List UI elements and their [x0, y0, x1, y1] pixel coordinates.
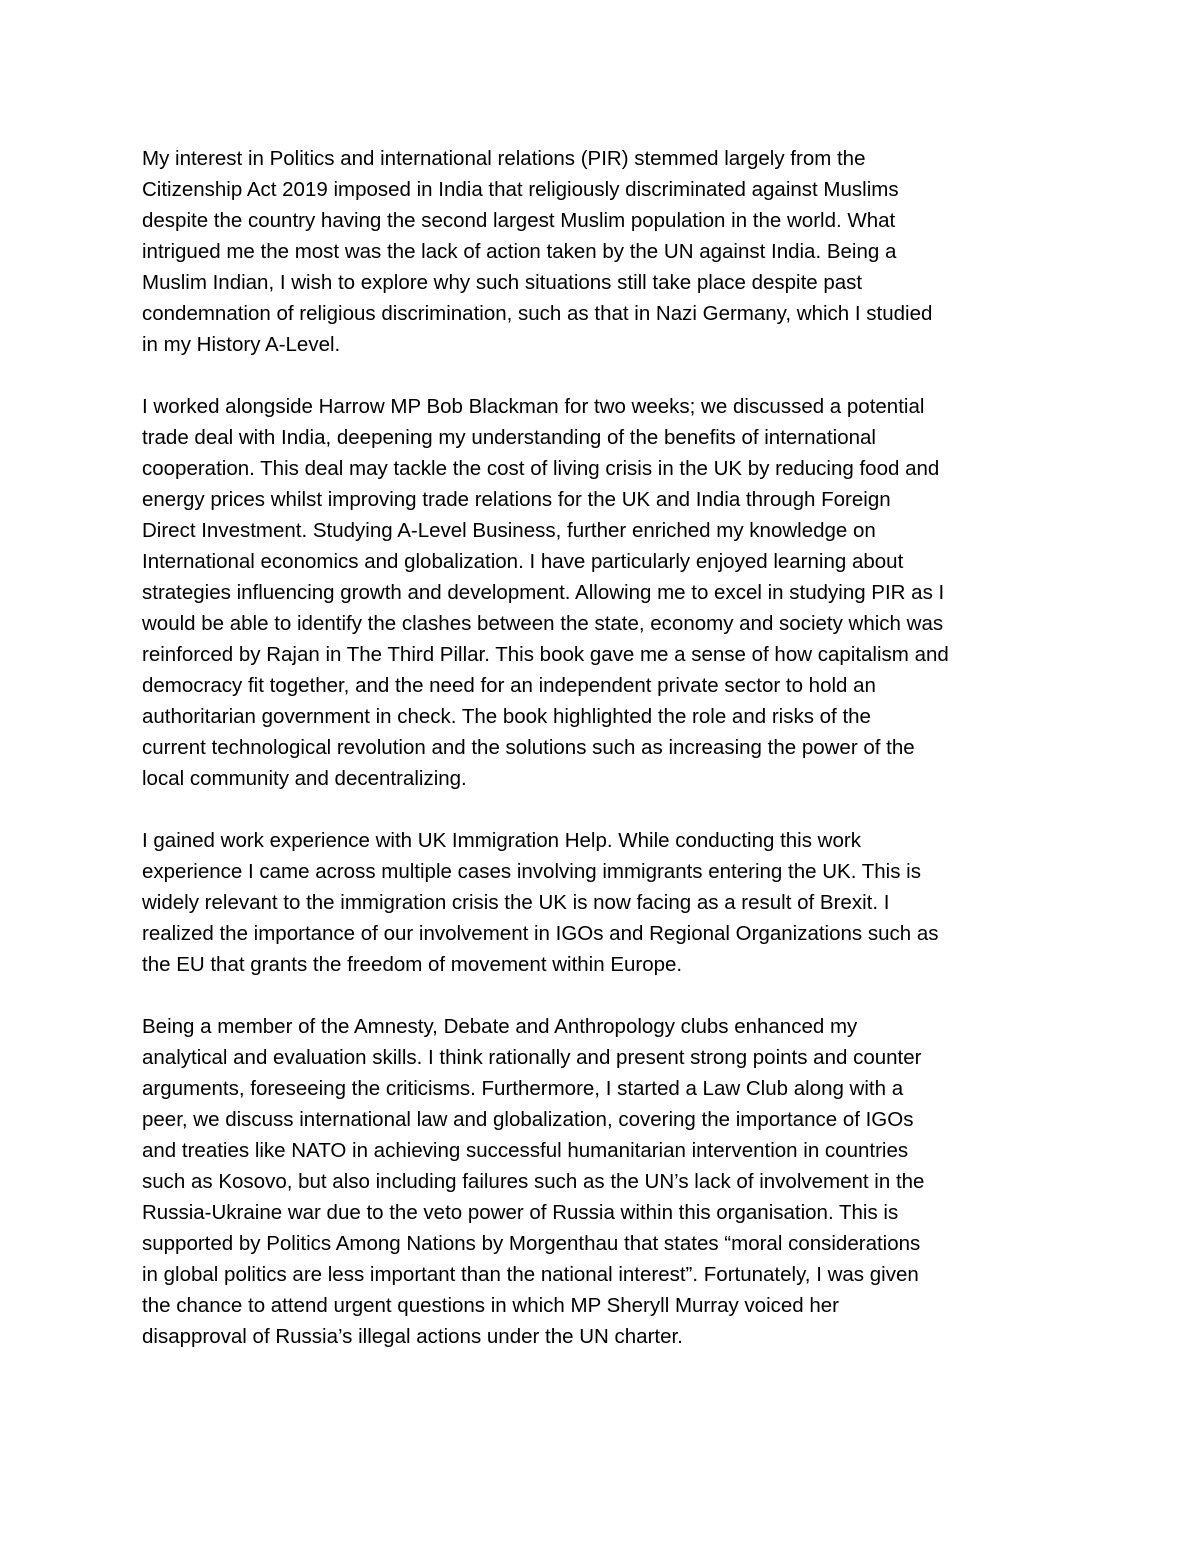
text-line: authoritarian government in check. The book highlighted the role and risks of the — [142, 705, 871, 728]
text-line: I gained work experience with UK Immigration Help. While conducting this work — [142, 829, 861, 852]
text-line: analytical and evaluation skills. I think rationally and present strong points and counter — [142, 1046, 922, 1069]
text-line: supported by Politics Among Nations by Morgenthau that states “moral considerations — [142, 1232, 921, 1255]
text-line: Russia-Ukraine war due to the veto power of Russia within this organisation. This is — [142, 1201, 899, 1224]
text-line: and treaties like NATO in achieving successful humanitarian intervention in countries — [142, 1139, 909, 1162]
text-line: widely relevant to the immigration crisis the UK is now facing as a result of Brexit. I — [142, 891, 890, 914]
text-line: Direct Investment. Studying A-Level Business, further enriched my knowledge on — [142, 519, 876, 542]
document-body — [142, 143, 1082, 1383]
text-line: democracy fit together, and the need for an independent private sector to hold an — [142, 674, 876, 697]
text-line: experience I came across multiple cases involving immigrants entering the UK. This is — [142, 860, 921, 883]
text-line: intrigued me the most was the lack of action taken by the UN against India. Being a — [142, 240, 897, 263]
text-line: trade deal with India, deepening my understanding of the benefits of international — [142, 426, 876, 449]
text-line: current technological revolution and the solutions such as increasing the power of the — [142, 736, 915, 759]
paragraph-interest-in-pir — [142, 143, 1082, 360]
paragraph-mp-work-experience — [142, 391, 1082, 794]
text-line: the chance to attend urgent questions in which MP Sheryll Murray voiced her — [142, 1294, 839, 1317]
text-line: the EU that grants the freedom of movement within Europe. — [142, 953, 683, 976]
text-line: in my History A-Level. — [142, 333, 341, 356]
text-line: cooperation. This deal may tackle the cost of living crisis in the UK by reducing food and — [142, 457, 940, 480]
text-line: Muslim Indian, I wish to explore why such situations still take place despite past — [142, 271, 863, 294]
text-line: condemnation of religious discrimination, such as that in Nazi Germany, which I studied — [142, 302, 933, 325]
text-line: realized the importance of our involvement in IGOs and Regional Organizations such as — [142, 922, 939, 945]
text-line: arguments, foreseeing the criticisms. Furthermore, I started a Law Club along with a — [142, 1077, 904, 1100]
text-line: Citizenship Act 2019 imposed in India that religiously discriminated against Muslims — [142, 178, 899, 201]
paragraph-clubs-and-law — [142, 1011, 1082, 1352]
text-line: I worked alongside Harrow MP Bob Blackman for two weeks; we discussed a potential — [142, 395, 925, 418]
text-line: would be able to identify the clashes between the state, economy and society which was — [142, 612, 944, 635]
text-line: My interest in Politics and international relations (PIR) stemmed largely from the — [142, 147, 866, 170]
text-line: International economics and globalization. I have particularly enjoyed learning about — [142, 550, 904, 573]
text-line: such as Kosovo, but also including failures such as the UN’s lack of involvement in the — [142, 1170, 925, 1193]
text-line: peer, we discuss international law and globalization, covering the importance of IGOs — [142, 1108, 914, 1131]
text-line: strategies influencing growth and development. Allowing me to excel in studying PIR as I — [142, 581, 945, 604]
text-line: local community and decentralizing. — [142, 767, 467, 790]
text-line: reinforced by Rajan in The Third Pillar. This book gave me a sense of how capitalism and — [142, 643, 949, 666]
text-line: despite the country having the second largest Muslim population in the world. What — [142, 209, 896, 232]
paragraph-immigration-help — [142, 825, 1082, 980]
text-line: disapproval of Russia’s illegal actions under the UN charter. — [142, 1325, 683, 1348]
text-line: energy prices whilst improving trade relations for the UK and India through Foreign — [142, 488, 891, 511]
text-line: Being a member of the Amnesty, Debate and Anthropology clubs enhanced my — [142, 1015, 858, 1038]
text-line: in global politics are less important than the national interest”. Fortunately, I was given — [142, 1263, 919, 1286]
